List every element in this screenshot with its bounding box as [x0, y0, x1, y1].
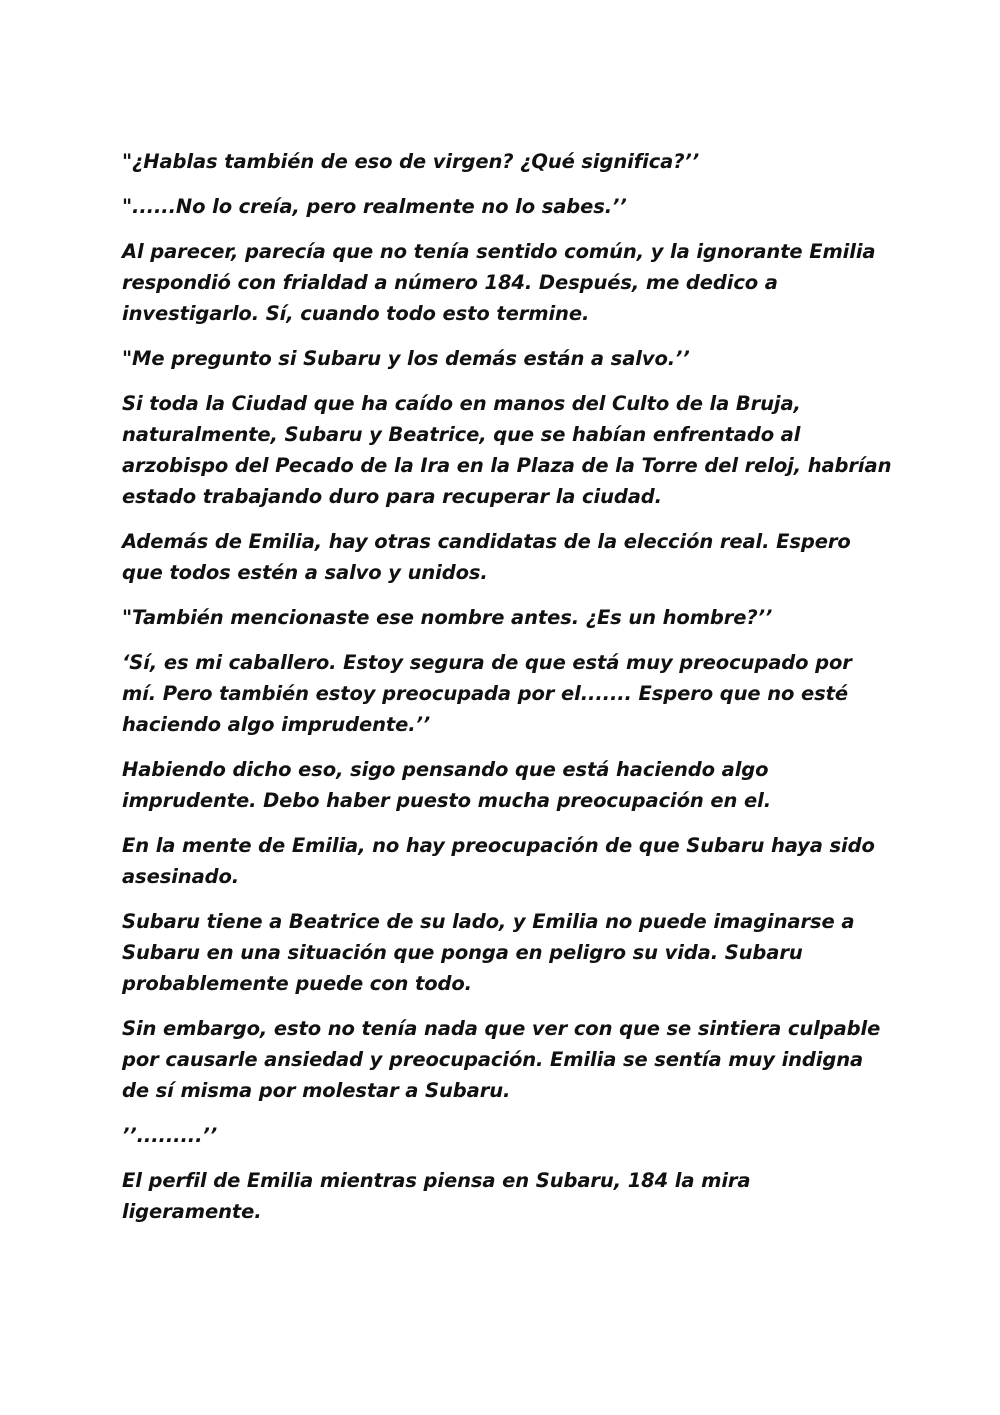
paragraph-7: "También mencionaste ese nombre antes. ¿Es un hombre?’’	[122, 606, 773, 629]
paragraph-9: Habiendo dicho eso, sigo pensando que está haciendo algo imprudente. Debo haber puesto mucha preocupación en el.	[122, 758, 772, 812]
document-page	[122, 146, 892, 1241]
paragraph-2: "......No lo creía, pero realmente no lo sabes.’’	[122, 195, 627, 218]
paragraph-10: En la mente de Emilia, no hay preocupación de que Subaru haya sido asesinado.	[122, 834, 875, 888]
paragraph-14: El perfil de Emilia mientras piensa en Subaru, 184 la mira ligeramente.	[122, 1169, 751, 1223]
paragraph-8: ‘Sí, es mi caballero. Estoy segura de que está muy preocupado por mí. Pero también estoy preocupada por el....... Espero que no esté haciendo algo imprudente.’’	[122, 651, 852, 736]
paragraph-1: "¿Hablas también de eso de virgen? ¿Qué significa?’’	[122, 150, 700, 173]
paragraph-11: Subaru tiene a Beatrice de su lado, y Emilia no puede imaginarse a Subaru en una situación que ponga en peligro su vida. Subaru probablemente puede con todo.	[122, 910, 855, 995]
paragraph-6: Además de Emilia, hay otras candidatas de la elección real. Espero que todos estén a salvo y unidos.	[122, 530, 851, 584]
paragraph-5: Si toda la Ciudad que ha caído en manos del Culto de la Bruja, naturalmente, Subaru y Beatrice, que se habían enfrentado al arzobispo del Pecado de la Ira en la Plaza de la Torre del reloj, habrían estado trabajando duro para recuperar la ciudad.	[122, 392, 892, 508]
paragraph-13: ’’.........’’	[122, 1124, 218, 1147]
paragraph-4: "Me pregunto si Subaru y los demás están a salvo.’’	[122, 347, 690, 370]
paragraph-3: Al parecer, parecía que no tenía sentido común, y la ignorante Emilia respondió con frialdad a número 184. Después, me dedico a investigarlo. Sí, cuando todo esto termine.	[122, 240, 876, 325]
paragraph-12: Sin embargo, esto no tenía nada que ver con que se sintiera culpable por causarle ansiedad y preocupación. Emilia se sentía muy indigna de sí misma por molestar a Subaru.	[122, 1017, 881, 1102]
